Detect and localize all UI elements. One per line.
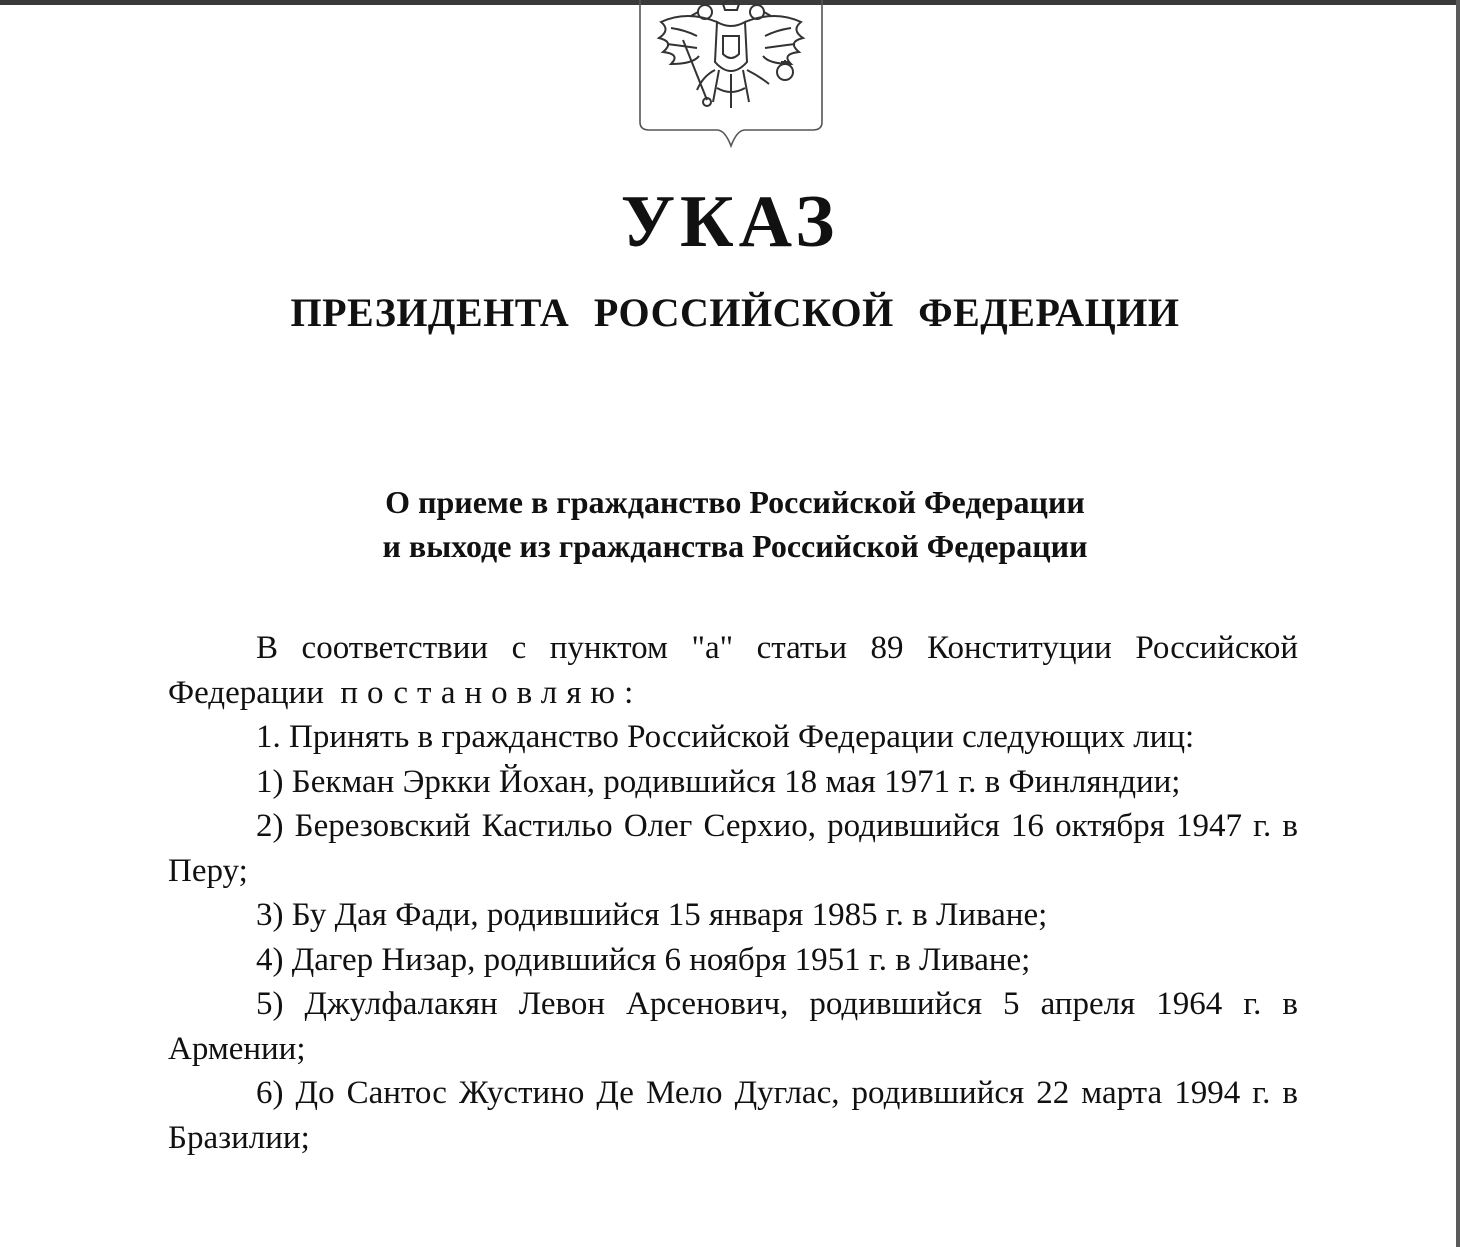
- person-list-item: 1) Бекман Эркки Йохан, родившийся 18 мая 1971 г. в Финляндии;: [256, 763, 1181, 800]
- person-list-item: 3) Бу Дая Фади, родившийся 15 января 1985 г. в Ливане;: [256, 897, 1048, 933]
- decree-authority: ПРЕЗИДЕНТА РОССИЙСКОЙ ФЕДЕРАЦИИ: [290, 290, 1180, 335]
- clause-paragraph: 1. Принять в гражданство Российской Федерации следующих лиц:: [256, 719, 1195, 755]
- person-list-item: 5) Джулфалакян Левон Арсенович, родившийся 5 апреля 1964 г. в Армении;: [168, 986, 1298, 1067]
- preamble-paragraph: [168, 626, 1298, 715]
- decree-body: [168, 626, 1298, 1160]
- decree-word: постановляю:: [340, 674, 643, 711]
- decree-subject: [0, 480, 1460, 568]
- preamble-text: В соответствии с пунктом "а" статьи 89 Конституции Российской Федерации: [168, 630, 1298, 711]
- decree-title: УКАЗ: [620, 181, 840, 263]
- decree-subject-line: и выходе из гражданства Российской Федерации: [382, 528, 1088, 564]
- double-headed-eagle-emblem-icon: [637, 0, 825, 148]
- person-list-item: 6) До Сантос Жустино Де Мело Дуглас, родившийся 22 марта 1994 г. в Бразилии;: [168, 1075, 1298, 1156]
- person-list-item: 2) Березовский Кастильо Олег Серхио, родившийся 16 октября 1947 г. в Перу;: [168, 808, 1298, 889]
- decree-subject-line: О приеме в гражданство Российской Федерации: [385, 484, 1085, 520]
- person-list-item: 4) Дагер Низар, родившийся 6 ноября 1951 г. в Ливане;: [256, 941, 1031, 978]
